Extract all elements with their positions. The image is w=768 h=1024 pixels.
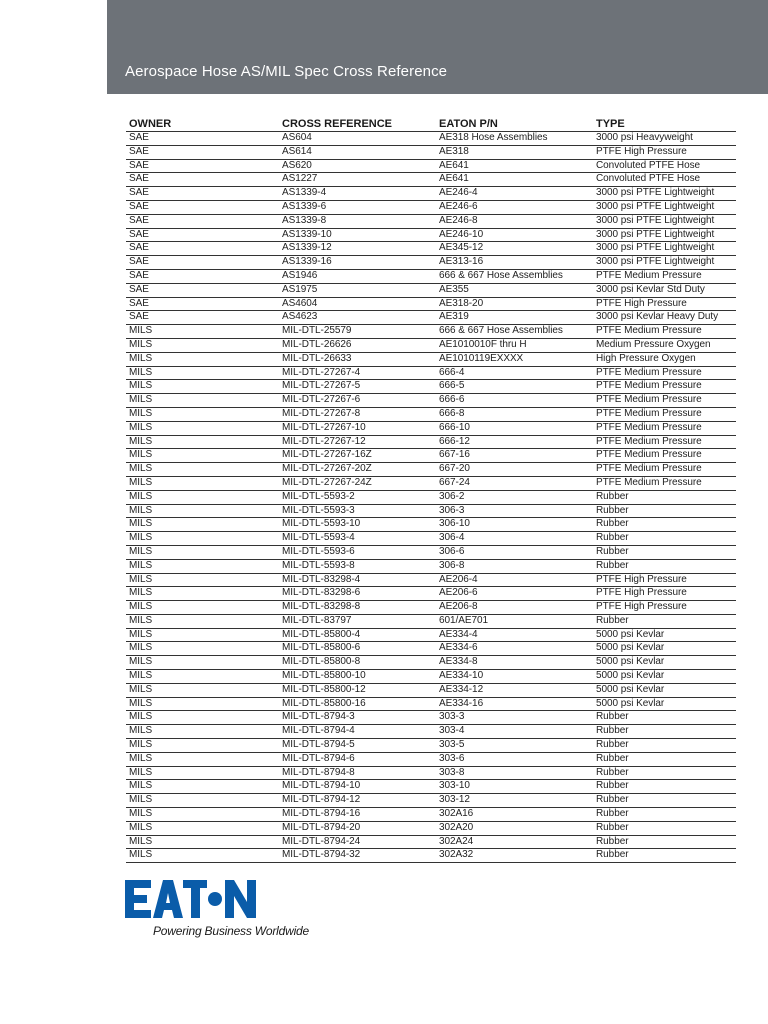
cell-type: Rubber: [593, 532, 736, 546]
cell-eaton-pn: 303-3: [436, 711, 593, 725]
cell-cross-reference: MIL-DTL-8794-24: [279, 835, 436, 849]
table-row: [126, 200, 736, 214]
cell-eaton-pn: 303-4: [436, 725, 593, 739]
cell-cross-reference: MIL-DTL-27267-16Z: [279, 449, 436, 463]
cell-cross-reference: MIL-DTL-5593-6: [279, 545, 436, 559]
cell-cross-reference: AS1339-8: [279, 214, 436, 228]
cell-cross-reference: MIL-DTL-5593-2: [279, 490, 436, 504]
cell-cross-reference: AS620: [279, 159, 436, 173]
cell-cross-reference: MIL-DTL-27267-20Z: [279, 463, 436, 477]
cell-type: PTFE Medium Pressure: [593, 449, 736, 463]
cell-eaton-pn: 306-2: [436, 490, 593, 504]
table-row: [126, 380, 736, 394]
cell-cross-reference: MIL-DTL-8794-16: [279, 808, 436, 822]
cell-owner: MILS: [126, 504, 279, 518]
table-row: [126, 187, 736, 201]
cell-owner: MILS: [126, 352, 279, 366]
cell-cross-reference: MIL-DTL-27267-12: [279, 435, 436, 449]
cell-eaton-pn: 666-12: [436, 435, 593, 449]
table-row: [126, 463, 736, 477]
cell-eaton-pn: AE334-4: [436, 628, 593, 642]
cell-eaton-pn: 306-4: [436, 532, 593, 546]
cell-eaton-pn: 302A24: [436, 835, 593, 849]
cell-owner: SAE: [126, 297, 279, 311]
cell-owner: SAE: [126, 132, 279, 146]
table-row: [126, 559, 736, 573]
cell-owner: MILS: [126, 421, 279, 435]
cell-owner: MILS: [126, 435, 279, 449]
cell-cross-reference: MIL-DTL-27267-24Z: [279, 476, 436, 490]
cell-cross-reference: MIL-DTL-85800-6: [279, 642, 436, 656]
cell-type: Rubber: [593, 614, 736, 628]
cell-eaton-pn: AE318-20: [436, 297, 593, 311]
cell-owner: MILS: [126, 656, 279, 670]
cell-type: Rubber: [593, 752, 736, 766]
cell-owner: SAE: [126, 311, 279, 325]
table-row: [126, 725, 736, 739]
cell-owner: SAE: [126, 187, 279, 201]
cell-owner: MILS: [126, 697, 279, 711]
cell-type: PTFE High Pressure: [593, 297, 736, 311]
table-row: [126, 173, 736, 187]
table-row: [126, 435, 736, 449]
cell-owner: SAE: [126, 283, 279, 297]
cell-owner: SAE: [126, 214, 279, 228]
table-row: [126, 752, 736, 766]
cell-eaton-pn: AE334-10: [436, 670, 593, 684]
cell-eaton-pn: 306-3: [436, 504, 593, 518]
cell-eaton-pn: AE313-16: [436, 256, 593, 270]
cell-owner: SAE: [126, 159, 279, 173]
cell-owner: MILS: [126, 780, 279, 794]
cell-owner: MILS: [126, 407, 279, 421]
cell-cross-reference: AS1339-16: [279, 256, 436, 270]
table-row: [126, 835, 736, 849]
cell-eaton-pn: AE206-8: [436, 601, 593, 615]
cell-owner: MILS: [126, 835, 279, 849]
cell-cross-reference: AS1975: [279, 283, 436, 297]
column-header-type: TYPE: [593, 115, 736, 132]
cell-type: Rubber: [593, 504, 736, 518]
table-row: [126, 697, 736, 711]
cell-cross-reference: MIL-DTL-8794-4: [279, 725, 436, 739]
cell-eaton-pn: 302A32: [436, 849, 593, 863]
table-row: [126, 614, 736, 628]
table-row: [126, 504, 736, 518]
cell-owner: MILS: [126, 628, 279, 642]
cell-owner: MILS: [126, 490, 279, 504]
cell-cross-reference: MIL-DTL-27267-10: [279, 421, 436, 435]
cell-type: PTFE Medium Pressure: [593, 325, 736, 339]
cell-owner: MILS: [126, 338, 279, 352]
cell-type: PTFE High Pressure: [593, 145, 736, 159]
cell-cross-reference: MIL-DTL-85800-4: [279, 628, 436, 642]
cell-type: 3000 psi Heavyweight: [593, 132, 736, 146]
cell-eaton-pn: AE318: [436, 145, 593, 159]
table-row: [126, 132, 736, 146]
cell-owner: MILS: [126, 821, 279, 835]
cell-cross-reference: AS1339-12: [279, 242, 436, 256]
cell-cross-reference: MIL-DTL-5593-10: [279, 518, 436, 532]
cell-cross-reference: MIL-DTL-8794-3: [279, 711, 436, 725]
cell-eaton-pn: 306-6: [436, 545, 593, 559]
cell-eaton-pn: AE334-12: [436, 683, 593, 697]
cell-type: Rubber: [593, 518, 736, 532]
cell-type: Convoluted PTFE Hose: [593, 173, 736, 187]
logo-tagline: Powering Business Worldwide: [153, 924, 310, 938]
cell-type: Rubber: [593, 725, 736, 739]
cell-type: 3000 psi PTFE Lightweight: [593, 187, 736, 201]
cell-owner: MILS: [126, 614, 279, 628]
cell-owner: MILS: [126, 463, 279, 477]
eaton-logo: [125, 880, 310, 940]
cell-eaton-pn: AE1010119EXXXX: [436, 352, 593, 366]
table-row: [126, 808, 736, 822]
cell-cross-reference: MIL-DTL-8794-20: [279, 821, 436, 835]
cell-type: High Pressure Oxygen: [593, 352, 736, 366]
table-row: [126, 407, 736, 421]
table-row: [126, 766, 736, 780]
cell-owner: MILS: [126, 325, 279, 339]
cross-reference-table: [126, 115, 736, 863]
cell-cross-reference: MIL-DTL-27267-6: [279, 394, 436, 408]
table-row: [126, 352, 736, 366]
cell-type: 5000 psi Kevlar: [593, 656, 736, 670]
cell-owner: MILS: [126, 739, 279, 753]
cell-cross-reference: MIL-DTL-83298-6: [279, 587, 436, 601]
cell-type: PTFE Medium Pressure: [593, 407, 736, 421]
table-row: [126, 532, 736, 546]
column-header-cross-reference: CROSS REFERENCE: [279, 115, 436, 132]
cell-cross-reference: MIL-DTL-83298-4: [279, 573, 436, 587]
cell-type: PTFE Medium Pressure: [593, 476, 736, 490]
column-header-owner: OWNER: [126, 115, 279, 132]
table-row: [126, 338, 736, 352]
table-row: [126, 311, 736, 325]
cell-eaton-pn: 666 & 667 Hose Assemblies: [436, 325, 593, 339]
cell-eaton-pn: 303-12: [436, 794, 593, 808]
cell-type: 5000 psi Kevlar: [593, 683, 736, 697]
cell-cross-reference: MIL-DTL-27267-5: [279, 380, 436, 394]
cell-owner: MILS: [126, 711, 279, 725]
cell-owner: MILS: [126, 683, 279, 697]
cell-owner: MILS: [126, 725, 279, 739]
cell-eaton-pn: 306-8: [436, 559, 593, 573]
cell-owner: MILS: [126, 559, 279, 573]
table-row: [126, 670, 736, 684]
cell-cross-reference: MIL-DTL-85800-8: [279, 656, 436, 670]
table-header-row: [126, 115, 736, 132]
cell-type: Rubber: [593, 780, 736, 794]
cell-owner: MILS: [126, 752, 279, 766]
table-row: [126, 573, 736, 587]
table-row: [126, 545, 736, 559]
cell-eaton-pn: AE641: [436, 159, 593, 173]
cell-owner: SAE: [126, 173, 279, 187]
cell-owner: MILS: [126, 766, 279, 780]
cell-eaton-pn: AE246-10: [436, 228, 593, 242]
eaton-wordmark-icon: [125, 880, 257, 918]
cell-owner: SAE: [126, 256, 279, 270]
cell-owner: MILS: [126, 366, 279, 380]
table-row: [126, 821, 736, 835]
cell-type: PTFE Medium Pressure: [593, 269, 736, 283]
cell-eaton-pn: AE206-6: [436, 587, 593, 601]
cell-eaton-pn: 303-5: [436, 739, 593, 753]
cell-cross-reference: MIL-DTL-8794-12: [279, 794, 436, 808]
cell-eaton-pn: AE334-16: [436, 697, 593, 711]
cell-cross-reference: MIL-DTL-83797: [279, 614, 436, 628]
cell-cross-reference: MIL-DTL-27267-4: [279, 366, 436, 380]
table-row: [126, 780, 736, 794]
table-row: [126, 794, 736, 808]
cell-eaton-pn: 601/AE701: [436, 614, 593, 628]
page-title: Aerospace Hose AS/MIL Spec Cross Reference: [125, 63, 448, 80]
cell-eaton-pn: AE319: [436, 311, 593, 325]
cell-type: 3000 psi PTFE Lightweight: [593, 214, 736, 228]
cell-cross-reference: MIL-DTL-26633: [279, 352, 436, 366]
cell-type: Rubber: [593, 766, 736, 780]
cell-owner: MILS: [126, 380, 279, 394]
cell-eaton-pn: AE206-4: [436, 573, 593, 587]
cell-type: PTFE Medium Pressure: [593, 463, 736, 477]
cell-owner: MILS: [126, 394, 279, 408]
cell-type: PTFE Medium Pressure: [593, 394, 736, 408]
cell-cross-reference: AS4604: [279, 297, 436, 311]
cell-eaton-pn: AE318 Hose Assemblies: [436, 132, 593, 146]
cell-type: Rubber: [593, 821, 736, 835]
cell-eaton-pn: 667-16: [436, 449, 593, 463]
table-row: [126, 214, 736, 228]
table-row: [126, 269, 736, 283]
cell-type: Rubber: [593, 794, 736, 808]
cell-type: 5000 psi Kevlar: [593, 628, 736, 642]
header-banner: [107, 0, 768, 94]
cell-eaton-pn: 666-6: [436, 394, 593, 408]
cell-type: Convoluted PTFE Hose: [593, 159, 736, 173]
cell-cross-reference: MIL-DTL-26626: [279, 338, 436, 352]
cell-owner: SAE: [126, 242, 279, 256]
cell-eaton-pn: AE355: [436, 283, 593, 297]
table-row: [126, 628, 736, 642]
cell-eaton-pn: 306-10: [436, 518, 593, 532]
table-row: [126, 421, 736, 435]
cell-cross-reference: AS1946: [279, 269, 436, 283]
cell-type: 3000 psi PTFE Lightweight: [593, 228, 736, 242]
cell-owner: MILS: [126, 573, 279, 587]
cell-owner: MILS: [126, 449, 279, 463]
table-row: [126, 656, 736, 670]
cell-cross-reference: AS1339-6: [279, 200, 436, 214]
cell-type: PTFE Medium Pressure: [593, 380, 736, 394]
cell-eaton-pn: 303-6: [436, 752, 593, 766]
cell-cross-reference: MIL-DTL-85800-16: [279, 697, 436, 711]
cell-eaton-pn: 667-20: [436, 463, 593, 477]
cell-cross-reference: AS604: [279, 132, 436, 146]
table-row: [126, 518, 736, 532]
cell-eaton-pn: 666-5: [436, 380, 593, 394]
cell-cross-reference: AS4623: [279, 311, 436, 325]
cell-cross-reference: AS614: [279, 145, 436, 159]
cell-eaton-pn: AE345-12: [436, 242, 593, 256]
cell-cross-reference: MIL-DTL-8794-10: [279, 780, 436, 794]
table-row: [126, 449, 736, 463]
table-row: [126, 366, 736, 380]
table-row: [126, 145, 736, 159]
cell-eaton-pn: AE246-8: [436, 214, 593, 228]
cell-owner: MILS: [126, 670, 279, 684]
cell-cross-reference: AS1339-4: [279, 187, 436, 201]
cell-eaton-pn: 667-24: [436, 476, 593, 490]
cell-cross-reference: AS1227: [279, 173, 436, 187]
cell-owner: MILS: [126, 808, 279, 822]
cell-eaton-pn: 302A16: [436, 808, 593, 822]
cell-type: 5000 psi Kevlar: [593, 642, 736, 656]
cell-eaton-pn: AE1010010F thru H: [436, 338, 593, 352]
cell-cross-reference: MIL-DTL-8794-8: [279, 766, 436, 780]
cell-cross-reference: MIL-DTL-5593-3: [279, 504, 436, 518]
cell-cross-reference: MIL-DTL-83298-8: [279, 601, 436, 615]
cell-eaton-pn: 666-8: [436, 407, 593, 421]
table-row: [126, 490, 736, 504]
cell-eaton-pn: AE246-6: [436, 200, 593, 214]
cell-eaton-pn: AE334-8: [436, 656, 593, 670]
table-row: [126, 642, 736, 656]
cell-cross-reference: MIL-DTL-85800-12: [279, 683, 436, 697]
cell-owner: MILS: [126, 601, 279, 615]
cell-type: Rubber: [593, 808, 736, 822]
cell-owner: MILS: [126, 476, 279, 490]
cell-owner: MILS: [126, 642, 279, 656]
cell-owner: MILS: [126, 849, 279, 863]
cell-type: Medium Pressure Oxygen: [593, 338, 736, 352]
cell-owner: SAE: [126, 145, 279, 159]
cell-owner: MILS: [126, 794, 279, 808]
cell-owner: SAE: [126, 269, 279, 283]
cell-owner: SAE: [126, 200, 279, 214]
cell-type: PTFE High Pressure: [593, 573, 736, 587]
cell-type: Rubber: [593, 490, 736, 504]
table-row: [126, 587, 736, 601]
cell-type: PTFE High Pressure: [593, 601, 736, 615]
cell-type: 5000 psi Kevlar: [593, 670, 736, 684]
cell-eaton-pn: 303-8: [436, 766, 593, 780]
cell-eaton-pn: AE334-6: [436, 642, 593, 656]
table-row: [126, 711, 736, 725]
table-row: [126, 325, 736, 339]
table-row: [126, 228, 736, 242]
cell-owner: MILS: [126, 532, 279, 546]
cell-eaton-pn: 303-10: [436, 780, 593, 794]
table-row: [126, 601, 736, 615]
cell-cross-reference: AS1339-10: [279, 228, 436, 242]
cell-type: Rubber: [593, 711, 736, 725]
cell-type: PTFE Medium Pressure: [593, 366, 736, 380]
cell-eaton-pn: 666-4: [436, 366, 593, 380]
cell-type: 5000 psi Kevlar: [593, 697, 736, 711]
cell-eaton-pn: 302A20: [436, 821, 593, 835]
table-row: [126, 476, 736, 490]
cell-cross-reference: MIL-DTL-25579: [279, 325, 436, 339]
cell-cross-reference: MIL-DTL-8794-6: [279, 752, 436, 766]
table-body: [126, 132, 736, 863]
cell-owner: MILS: [126, 545, 279, 559]
cell-type: PTFE High Pressure: [593, 587, 736, 601]
cell-type: Rubber: [593, 835, 736, 849]
cell-eaton-pn: 666 & 667 Hose Assemblies: [436, 269, 593, 283]
cell-type: 3000 psi PTFE Lightweight: [593, 200, 736, 214]
cell-cross-reference: MIL-DTL-5593-8: [279, 559, 436, 573]
cell-type: PTFE Medium Pressure: [593, 421, 736, 435]
cell-type: 3000 psi PTFE Lightweight: [593, 242, 736, 256]
cell-owner: MILS: [126, 518, 279, 532]
table-row: [126, 849, 736, 863]
table-row: [126, 159, 736, 173]
table-row: [126, 242, 736, 256]
table-row: [126, 739, 736, 753]
cell-cross-reference: MIL-DTL-27267-8: [279, 407, 436, 421]
cell-type: Rubber: [593, 545, 736, 559]
table-row: [126, 256, 736, 270]
column-header-eaton-pn: EATON P/N: [436, 115, 593, 132]
table-row: [126, 297, 736, 311]
cell-cross-reference: MIL-DTL-8794-5: [279, 739, 436, 753]
table-row: [126, 394, 736, 408]
cell-type: PTFE Medium Pressure: [593, 435, 736, 449]
cell-type: 3000 psi PTFE Lightweight: [593, 256, 736, 270]
cell-owner: MILS: [126, 587, 279, 601]
cell-type: Rubber: [593, 739, 736, 753]
cell-type: 3000 psi Kevlar Std Duty: [593, 283, 736, 297]
cell-eaton-pn: AE641: [436, 173, 593, 187]
table-row: [126, 683, 736, 697]
cell-type: Rubber: [593, 849, 736, 863]
cell-type: 3000 psi Kevlar Heavy Duty: [593, 311, 736, 325]
cell-type: Rubber: [593, 559, 736, 573]
cell-cross-reference: MIL-DTL-8794-32: [279, 849, 436, 863]
cell-cross-reference: MIL-DTL-5593-4: [279, 532, 436, 546]
cell-owner: SAE: [126, 228, 279, 242]
cell-cross-reference: MIL-DTL-85800-10: [279, 670, 436, 684]
cell-eaton-pn: 666-10: [436, 421, 593, 435]
table-row: [126, 283, 736, 297]
cell-eaton-pn: AE246-4: [436, 187, 593, 201]
